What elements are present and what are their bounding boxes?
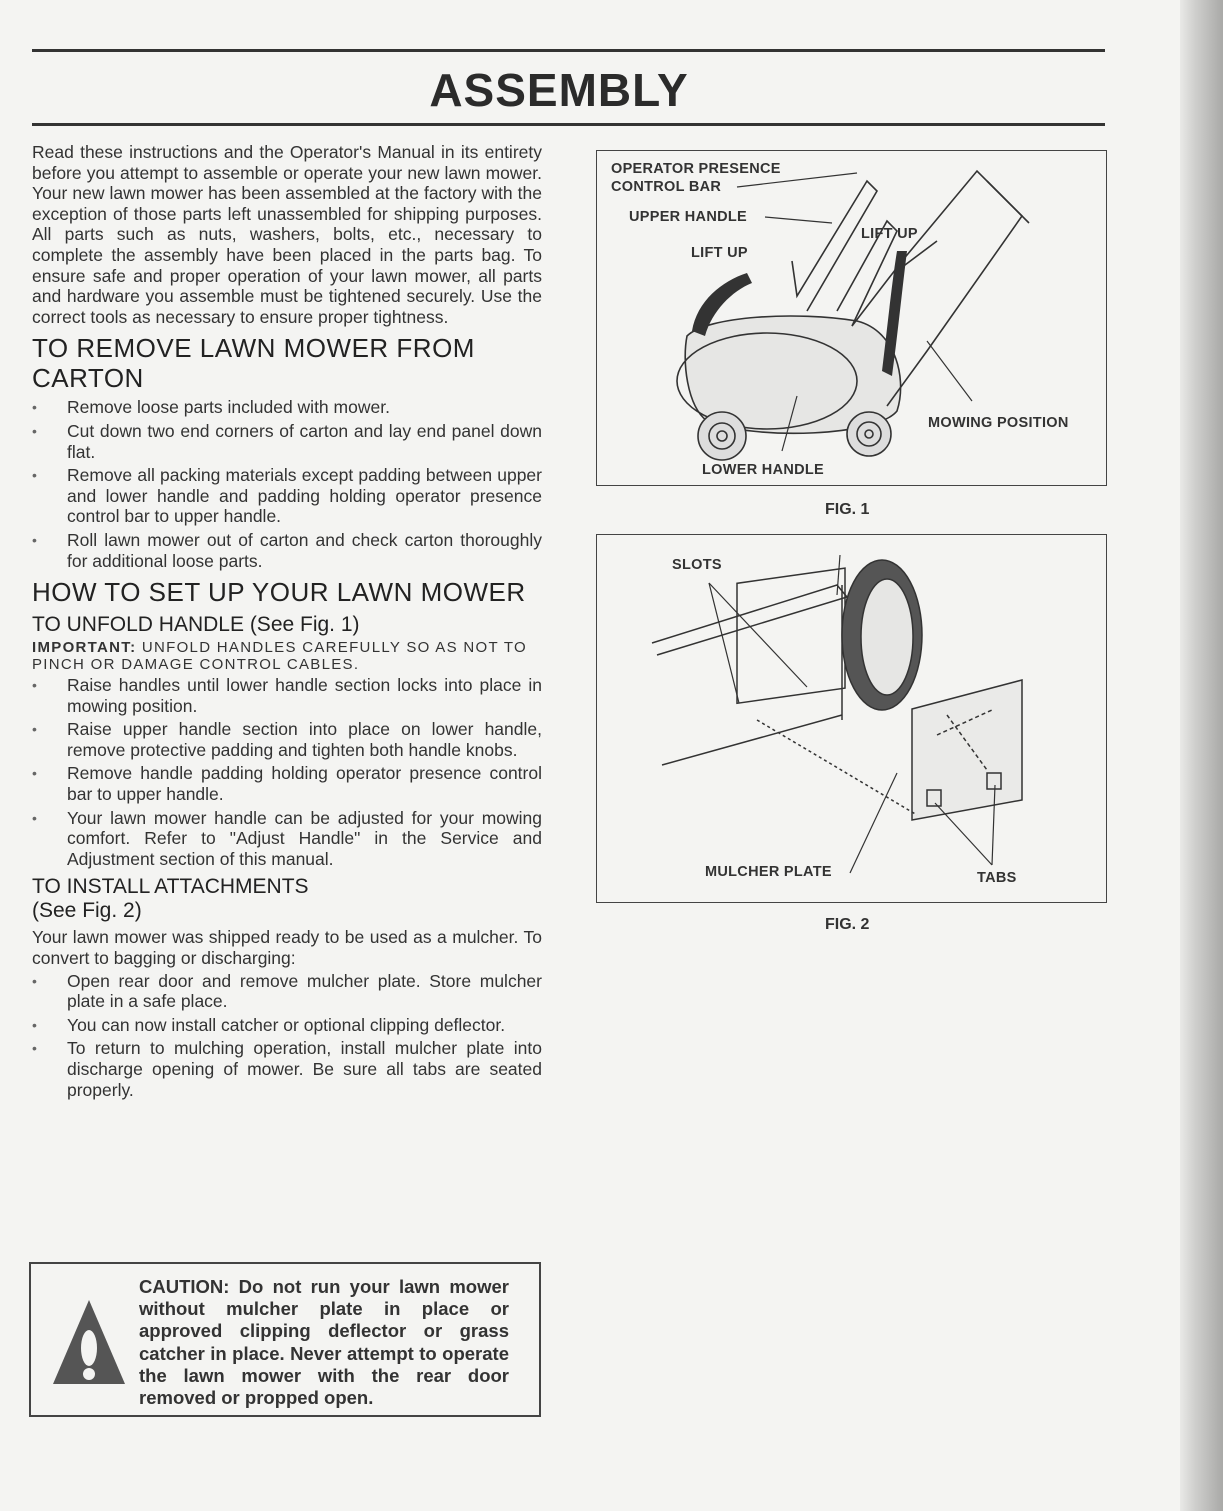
list-item: • Remove all packing materials except padding between upper and lower handle and padding holding operator presence control bar to upper handle.	[32, 465, 542, 527]
list-item: • Roll lawn mower out of carton and check carton thoroughly for additional loose parts.	[32, 530, 542, 571]
page-edge-shadow	[1180, 0, 1223, 1511]
fig2-mulcher-illustration	[597, 535, 1106, 902]
list-item: • Open rear door and remove mulcher plate. Store mulcher plate in a safe place.	[32, 971, 542, 1012]
title-rule	[32, 123, 1105, 126]
list-item: • Raise handles until lower handle section locks into place in mowing position.	[32, 675, 542, 716]
left-column	[32, 142, 542, 1103]
list-item: • To return to mulching operation, install mulcher plate into discharge opening of mower. Be sure all tabs are seated properly.	[32, 1038, 542, 1100]
unfold-list	[32, 675, 542, 869]
attachments-heading: TO INSTALL ATTACHMENTS (See Fig. 2)	[32, 875, 309, 923]
fig1-caption: FIG. 1	[825, 501, 870, 518]
list-item: • Remove handle padding holding operator presence control bar to upper handle.	[32, 763, 542, 804]
important-label: IMPORTANT:	[32, 639, 137, 657]
fig1-frame	[596, 150, 1107, 486]
fig1-label-opc-1: OPERATOR PRESENCE	[611, 161, 781, 177]
attachments-intro: Your lawn mower was shipped ready to be used as a mulcher. To convert to bagging or discharging:	[32, 927, 542, 969]
fig1-label-opc-2: CONTROL BAR	[611, 179, 722, 195]
list-item: • Cut down two end corners of carton and lay end panel down flat.	[32, 421, 542, 462]
remove-heading: TO REMOVE LAWN MOWER FROM CARTON	[32, 333, 475, 394]
fig2-label-tabs: TABS	[977, 870, 1017, 886]
top-rule	[32, 49, 1105, 52]
fig2-frame	[596, 534, 1107, 903]
fig1-label-lower-handle: LOWER HANDLE	[702, 462, 825, 478]
list-item: • Remove loose parts included with mower.	[32, 397, 542, 418]
list-item: • Raise upper handle section into place on lower handle, remove protective padding and tighten both handle knobs.	[32, 719, 542, 760]
list-item: • Your lawn mower handle can be adjusted for your mowing comfort. Refer to "Adjust Handle" in the Service and Adjustment section of this manual.	[32, 808, 542, 870]
fig2-label-slots: SLOTS	[672, 557, 722, 573]
intro-paragraph: Read these instructions and the Operator's Manual in its entirety before you attempt to assemble or operate your new lawn mower. Your new lawn mower has been assembled at the factory with the exception of those parts left unassembled for shipping purposes. All parts such as nuts, washers, bolts, etc., necessary to complete the assembly have been placed in the parts bag. To ensure safe and proper operation of your lawn mower, all parts and hardware you assemble must be tightened securely. Use the correct tools as necessary to ensure proper tightness.	[32, 142, 542, 327]
fig2-caption: FIG. 2	[825, 916, 870, 933]
caution-text: CAUTION: Do not run your lawn mower without mulcher plate in place or approved clipping deflector or grass catcher in place. Never attempt to operate the lawn mower with the rear door removed or propped open.	[139, 1276, 509, 1409]
fig2-label-mulcher-plate: MULCHER PLATE	[705, 864, 832, 880]
remove-list	[32, 397, 542, 571]
attachments-heading-ref: (See Fig. 2)	[32, 899, 142, 923]
important-text: UNFOLD HANDLES CAREFULLY SO AS NOT TO PINCH OR DAMAGE CONTROL CABLES.	[32, 639, 527, 674]
fig1-label-upper-handle: UPPER HANDLE	[629, 209, 747, 225]
attachments-list	[32, 971, 542, 1101]
list-item: • You can now install catcher or optional clipping deflector.	[32, 1015, 542, 1036]
unfold-heading: TO UNFOLD HANDLE (See Fig. 1)	[32, 613, 360, 637]
fig1-mower-illustration	[597, 151, 1106, 485]
fig1-label-mowing-position: MOWING POSITION	[928, 415, 1069, 431]
caution-box	[29, 1262, 541, 1417]
page-title: ASSEMBLY	[429, 64, 689, 116]
fig1-label-lift-up-right: LIFT UP	[861, 226, 918, 242]
important-note	[32, 639, 542, 673]
warning-triangle-icon	[49, 1292, 129, 1392]
setup-heading: HOW TO SET UP YOUR LAWN MOWER	[32, 577, 526, 608]
fig1-label-lift-up-left: LIFT UP	[691, 245, 748, 261]
